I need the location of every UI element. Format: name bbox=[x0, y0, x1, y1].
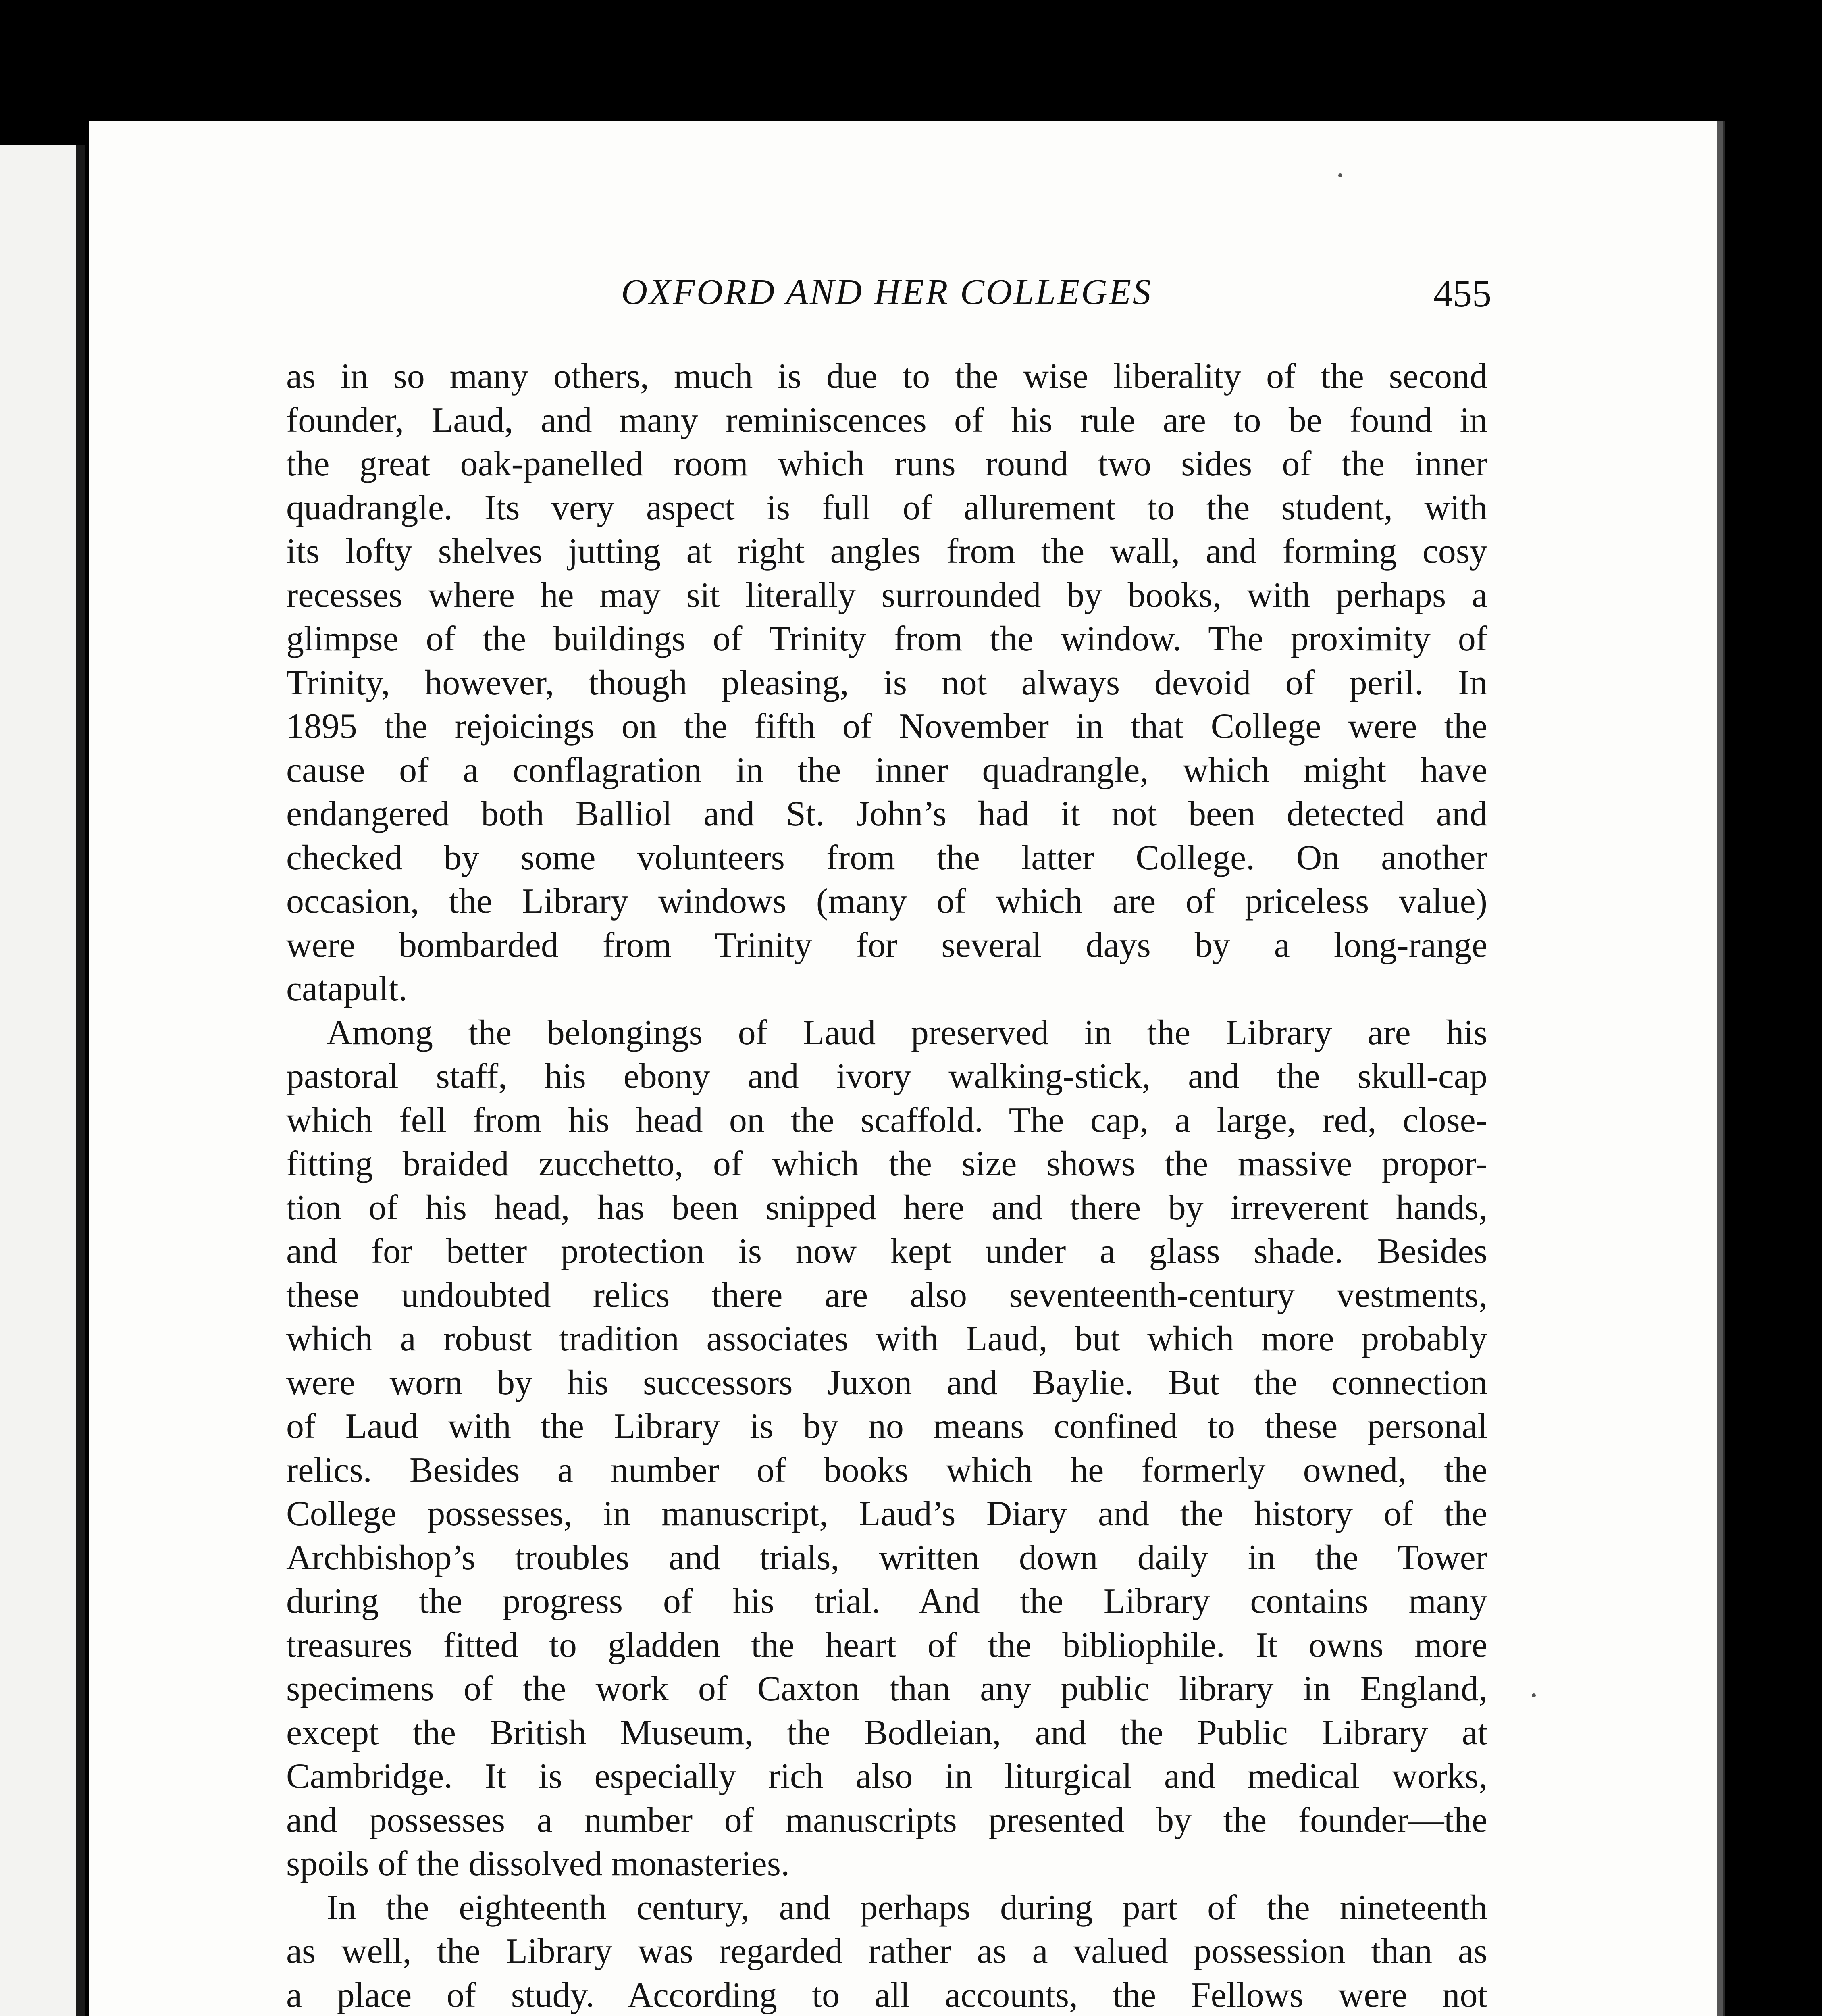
text-line: endangered both Balliol and St. John’s had it not been detected and bbox=[286, 794, 1487, 833]
paragraph bbox=[286, 355, 1487, 1011]
page-number: 455 bbox=[1433, 272, 1491, 315]
text-line: occasion, the Library windows (many of which are of priceless value) bbox=[286, 882, 1487, 921]
text-line: were bombarded from Trinity for several days by a long-range bbox=[286, 925, 1487, 965]
text-line: its lofty shelves jutting at right angles from the wall, and forming cosy bbox=[286, 532, 1487, 571]
body-text bbox=[286, 355, 1487, 2016]
text-line: specimens of the work of Caxton than any public library in England, bbox=[286, 1669, 1487, 1708]
text-line: which a robust tradition associates with Laud, but which more probably bbox=[286, 1319, 1487, 1358]
text-line: were worn by his successors Juxon and Baylie. But the connection bbox=[286, 1363, 1487, 1402]
text-line: the great oak-panelled room which runs round two sides of the inner bbox=[286, 444, 1487, 483]
text-line: tion of his head, has been snipped here and there by irreverent hands, bbox=[286, 1188, 1487, 1227]
page-right-edge bbox=[1717, 121, 1723, 2016]
text-line: and possesses a number of manuscripts presented by the founder—the bbox=[286, 1800, 1487, 1840]
text-line: Cambridge. It is especially rich also in liturgical and medical works, bbox=[286, 1757, 1487, 1796]
text-line: fitting braided zucchetto, of which the size shows the massive propor- bbox=[286, 1144, 1487, 1183]
text-line: catapult. bbox=[286, 969, 408, 1008]
paper-speck bbox=[1532, 1693, 1536, 1697]
paragraph bbox=[286, 1886, 1487, 2016]
text-line: and for better protection is now kept under a glass shade. Besides bbox=[286, 1232, 1487, 1271]
text-line: these undoubted relics there are also seventeenth-century vestments, bbox=[286, 1275, 1487, 1315]
text-line: pastoral staff, his ebony and ivory walking-stick, and the skull-cap bbox=[286, 1057, 1487, 1096]
text-line: cause of a conflagration in the inner quadrangle, which might have bbox=[286, 750, 1487, 790]
text-line: College possesses, in manuscript, Laud’s Diary and the history of the bbox=[286, 1494, 1487, 1533]
text-line: treasures fitted to gladden the heart of the bibliophile. It owns more bbox=[286, 1625, 1487, 1665]
text-line: 1895 the rejoicings on the fifth of November in that College were the bbox=[286, 707, 1487, 746]
text-line: spoils of the dissolved monasteries. bbox=[286, 1844, 790, 1883]
text-line: In the eighteenth century, and perhaps during part of the nineteenth bbox=[327, 1888, 1487, 1927]
text-line: during the progress of his trial. And the Library contains many bbox=[286, 1582, 1487, 1621]
text-line: checked by some volunteers from the latter College. On another bbox=[286, 838, 1487, 877]
text-line: of Laud with the Library is by no means confined to these personal bbox=[286, 1407, 1487, 1446]
text-line: glimpse of the buildings of Trinity from the window. The proximity of bbox=[286, 619, 1487, 658]
text-line: relics. Besides a number of books which he formerly owned, the bbox=[286, 1450, 1487, 1490]
text-line: a place of study. According to all accounts, the Fellows were not bbox=[286, 1975, 1487, 2015]
paragraph bbox=[286, 1011, 1487, 1886]
text-line: which fell from his head on the scaffold. The cap, a large, red, close- bbox=[286, 1100, 1487, 1140]
paper-speck bbox=[1338, 173, 1342, 177]
text-line: quadrangle. Its very aspect is full of allurement to the student, with bbox=[286, 488, 1487, 527]
text-line: recesses where he may sit literally surrounded by books, with perhaps a bbox=[286, 575, 1487, 615]
running-head-title: OXFORD AND HER COLLEGES bbox=[621, 272, 1152, 312]
text-line: Among the belongings of Laud preserved in the Library are his bbox=[327, 1013, 1487, 1052]
text-line: founder, Laud, and many reminiscences of his rule are to be found in bbox=[286, 400, 1487, 440]
text-line: as well, the Library was regarded rather as a valued possession than as bbox=[286, 1932, 1487, 1971]
text-line: Archbishop’s troubles and trials, written down daily in the Tower bbox=[286, 1538, 1487, 1577]
text-line: as in so many others, much is due to the wise liberality of the second bbox=[286, 357, 1487, 396]
previous-page-edge bbox=[0, 145, 85, 2016]
text-line: Trinity, however, though pleasing, is not always devoid of peril. In bbox=[286, 663, 1487, 702]
text-line: except the British Museum, the Bodleian, and the Public Library at bbox=[286, 1713, 1487, 1752]
